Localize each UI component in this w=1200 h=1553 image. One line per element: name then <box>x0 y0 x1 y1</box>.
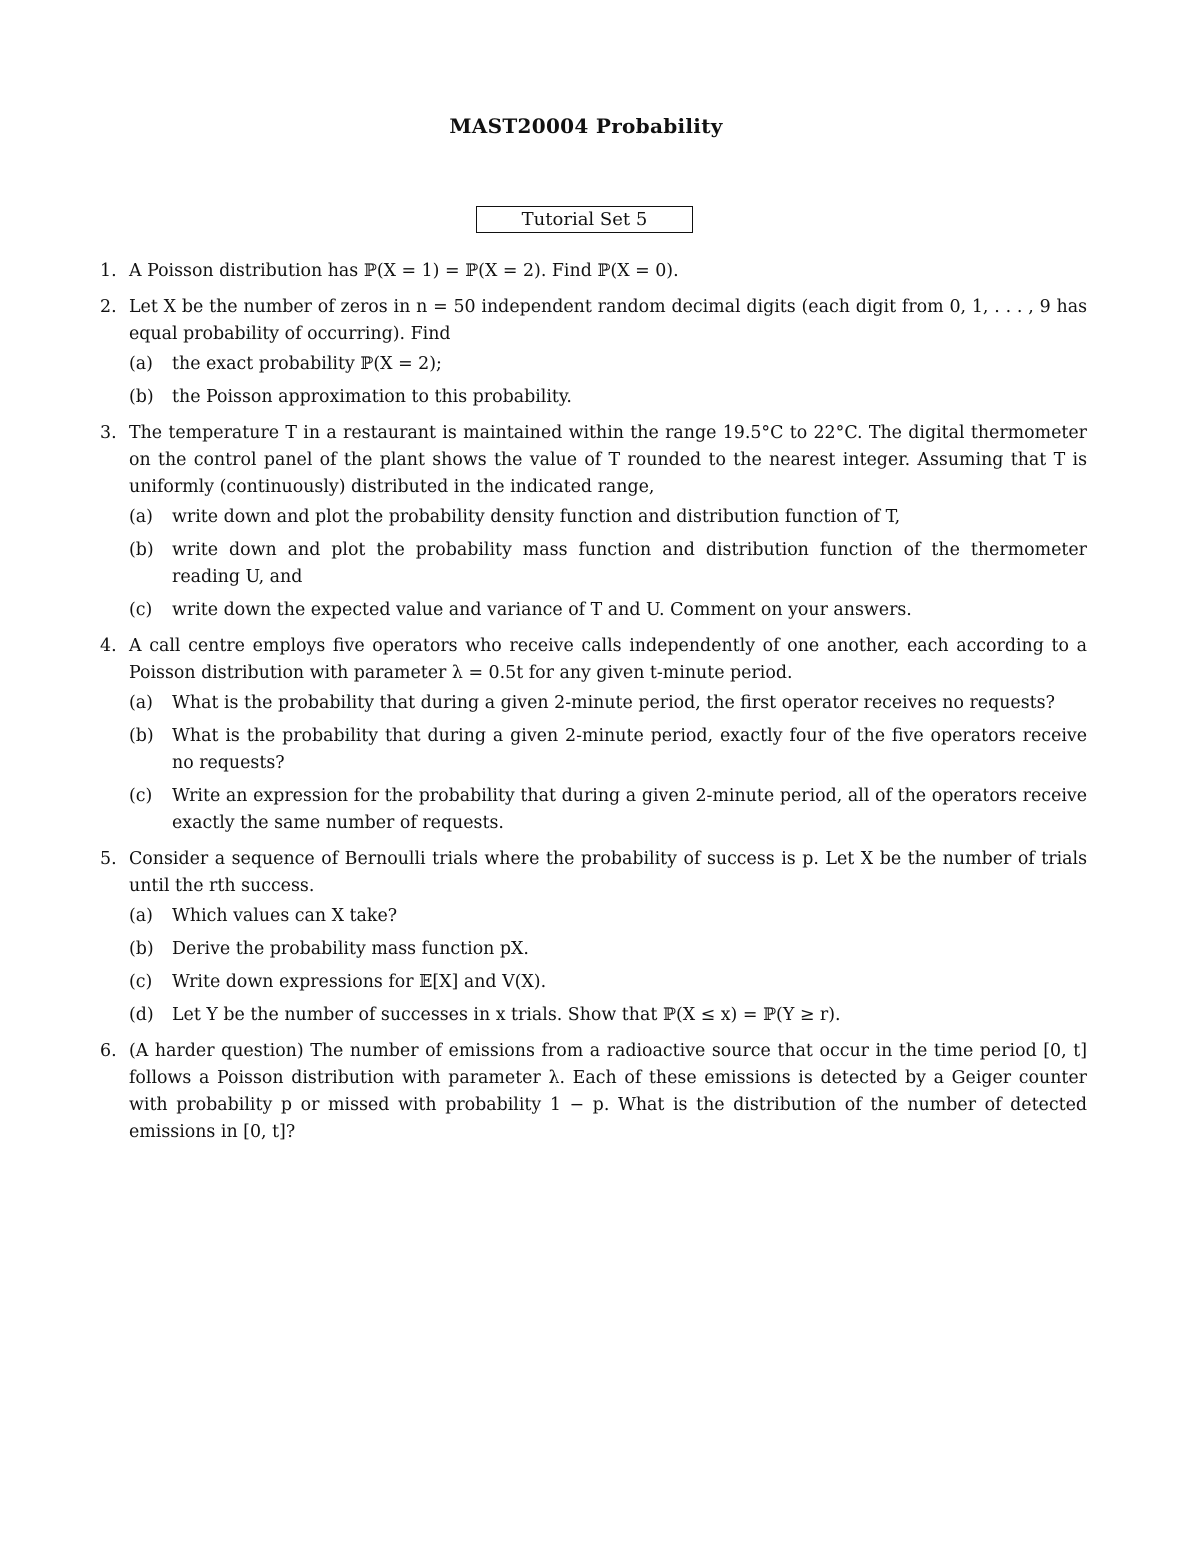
tutorial-set-label: Tutorial Set 5 <box>476 206 693 233</box>
question-1 <box>100 258 1087 285</box>
subpart-text: Derive the probability mass function pX. <box>172 939 529 959</box>
subpart-text: What is the probability that during a given 2-minute period, exactly four of the five operators receive no requests? <box>172 726 1087 773</box>
question-number: 4. <box>100 636 117 656</box>
subpart-label: (a) <box>129 507 153 527</box>
subpart <box>129 723 1087 777</box>
subpart-label: (b) <box>129 540 154 560</box>
question-number: 6. <box>100 1041 117 1061</box>
question-text: A Poisson distribution has ℙ(X = 1) = ℙ(X = 2). Find ℙ(X = 0). <box>129 261 679 281</box>
subpart <box>129 384 1087 411</box>
subpart-label: (b) <box>129 387 154 407</box>
question-number: 2. <box>100 297 117 317</box>
subpart-text: the exact probability ℙ(X = 2); <box>172 354 442 374</box>
subpart <box>129 936 1087 963</box>
subpart <box>129 903 1087 930</box>
subpart-label: (c) <box>129 972 153 992</box>
subpart <box>129 537 1087 591</box>
subpart-text: Which values can X take? <box>172 906 398 926</box>
question-list <box>100 258 1087 1155</box>
subpart-list <box>129 903 1087 1029</box>
subpart-list <box>129 690 1087 837</box>
subpart-label: (a) <box>129 906 153 926</box>
subpart <box>129 969 1087 996</box>
question-number: 3. <box>100 423 117 443</box>
subpart-label: (a) <box>129 693 153 713</box>
subpart-label: (b) <box>129 939 154 959</box>
question-text: (A harder question) The number of emissions from a radioactive source that occur in the time period [0, t] follows a Poisson distribution with parameter λ. Each of these emissions is detected by a Geiger counter with probability p or missed with probability 1 − p. What is the distribution of the number of detected emissions in [0, t]? <box>129 1041 1087 1142</box>
subpart <box>129 504 1087 531</box>
subpart <box>129 783 1087 837</box>
question-text: Consider a sequence of Bernoulli trials where the probability of success is p. Let X be the number of trials until the rth success. <box>129 849 1087 896</box>
subpart-text: write down and plot the probability density function and distribution function of T, <box>172 507 901 527</box>
question-text: A call centre employs five operators who receive calls independently of one another, each according to a Poisson distribution with parameter λ = 0.5t for any given t-minute period. <box>129 636 1087 683</box>
subpart-label: (b) <box>129 726 154 746</box>
subpart-label: (c) <box>129 600 153 620</box>
subpart-text: write down and plot the probability mass function and distribution function of the thermometer reading U, and <box>172 540 1087 587</box>
subpart <box>129 351 1087 378</box>
subpart-list <box>129 504 1087 624</box>
question-5 <box>100 846 1087 1029</box>
subpart <box>129 597 1087 624</box>
question-text: Let X be the number of zeros in n = 50 independent random decimal digits (each digit from 0, 1, . . . , 9 has equal probability of occurring). Find <box>129 297 1087 344</box>
subpart-label: (c) <box>129 786 153 806</box>
document-title: MAST20004 Probability <box>449 114 723 138</box>
subpart-list <box>129 351 1087 411</box>
subpart-text: the Poisson approximation to this probability. <box>172 387 572 407</box>
subpart-text: Let Y be the number of successes in x trials. Show that ℙ(X ≤ x) = ℙ(Y ≥ r). <box>172 1005 841 1025</box>
subpart-text: What is the probability that during a given 2-minute period, the first operator receives no requests? <box>172 693 1055 713</box>
subpart-label: (d) <box>129 1005 154 1025</box>
subpart-text: Write down expressions for 𝔼[X] and V(X). <box>172 972 547 992</box>
question-number: 1. <box>100 261 117 281</box>
question-3 <box>100 420 1087 624</box>
subpart-label: (a) <box>129 354 153 374</box>
subpart-text: write down the expected value and variance of T and U. Comment on your answers. <box>172 600 912 620</box>
question-text: The temperature T in a restaurant is maintained within the range 19.5°C to 22°C. The digital thermometer on the control panel of the plant shows the value of T rounded to the nearest integer. Assuming that T is uniformly (continuously) distributed in the indicated range, <box>129 423 1087 497</box>
question-6 <box>100 1038 1087 1146</box>
subpart-text: Write an expression for the probability that during a given 2-minute period, all of the operators receive exactly the same number of requests. <box>172 786 1087 833</box>
question-4 <box>100 633 1087 837</box>
question-number: 5. <box>100 849 117 869</box>
subpart <box>129 690 1087 717</box>
subpart <box>129 1002 1087 1029</box>
question-2 <box>100 294 1087 411</box>
